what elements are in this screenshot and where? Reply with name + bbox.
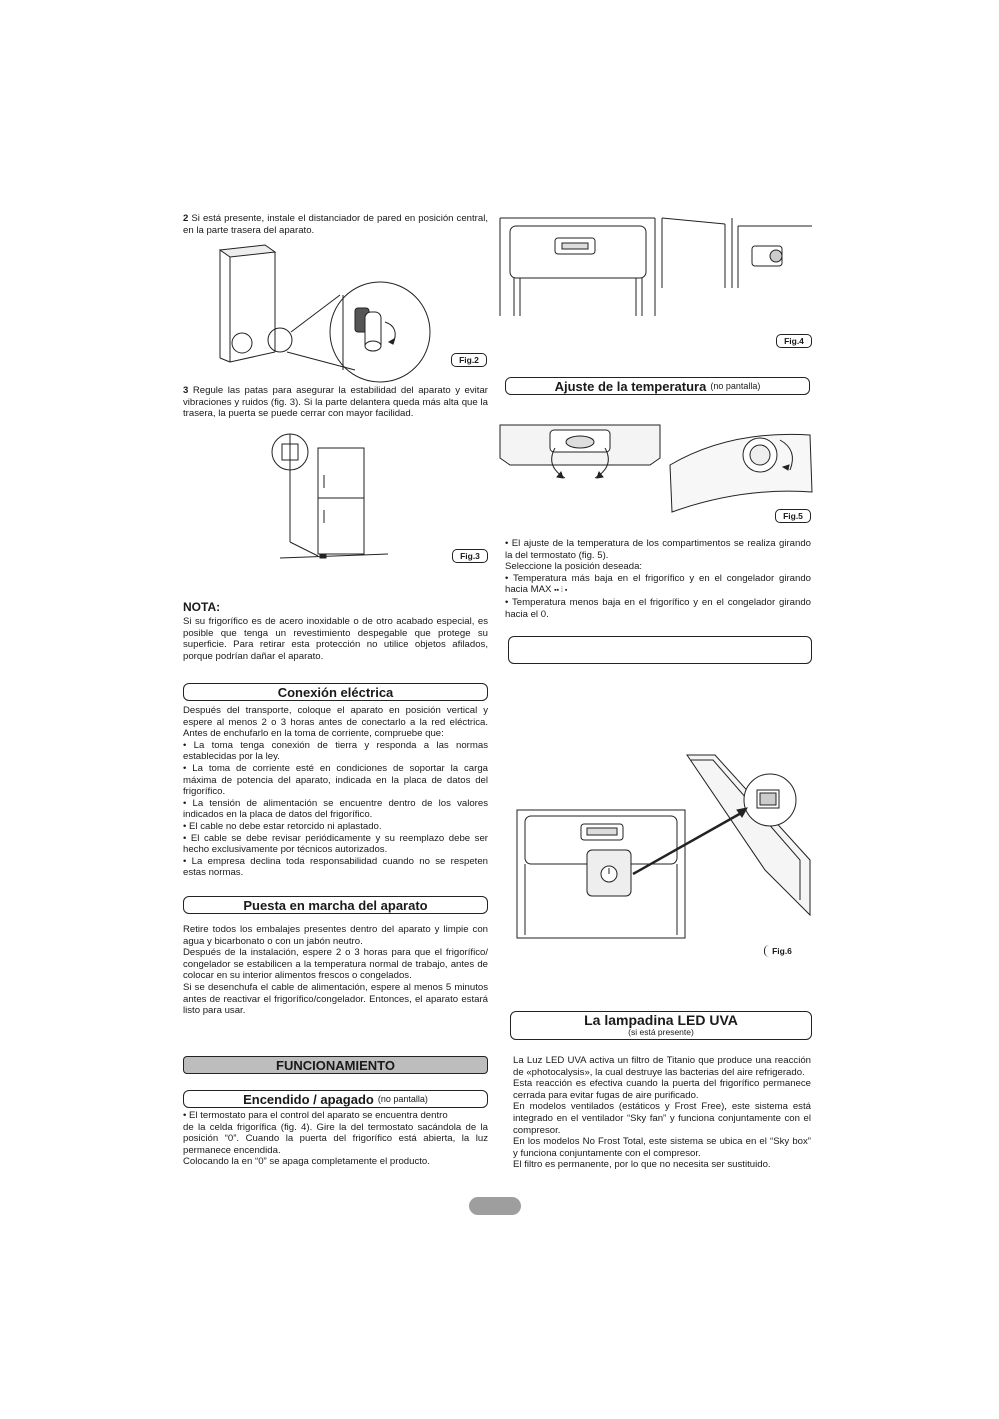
section-title: Ajuste de la temperatura: [554, 378, 707, 394]
fig5-illustration: [500, 420, 812, 510]
conexion-item: • La empresa declina toda responsabilidad cuando no se respeten estas normas.: [183, 855, 488, 879]
encendido-line: Colocando la en “0” se apaga completamente el producto.: [183, 1156, 430, 1168]
puesta-text: [183, 924, 488, 1017]
paragraph-2: [183, 213, 488, 236]
section-title: Puesta en marcha del aparato: [243, 897, 428, 913]
fig6-illustration: [515, 750, 810, 940]
note-text: Si su frigorífico es de acero inoxidable o de otro acabado especial, es posible que tenga un revestimiento despegable que protege su superficie. Para retirar esta protección no utilice objetos afilados, porque podrían dañar el aparato.: [183, 616, 488, 662]
fig5-label: Fig.5: [775, 509, 811, 523]
led-paragraph: La Luz LED UVA activa un filtro de Titanio que produce una reacción de «photocalysis», la cual destruye las bacterias del aire refrigerado.: [513, 1055, 811, 1078]
section-puesta-en-marcha: [183, 896, 488, 914]
fig4-label: Fig.4: [776, 334, 812, 348]
encendido-line: • El termostato para el control del aparato se encuentra dentro: [183, 1110, 448, 1121]
led-subtitle: (si está presente): [628, 1027, 694, 1037]
section-note: (no pantalla): [377, 1094, 428, 1104]
conexion-text: [183, 705, 488, 879]
step-number: 3: [183, 385, 189, 396]
paragraph-3: [183, 385, 488, 420]
empty-section-box: [508, 636, 812, 664]
puesta-paragraph: Después de la instalación, espere 2 o 3 horas para que el frigorífico/ congelador se estabilicen a la temperatura normal de trabajo, antes de colocar en su interior alimentos frescos o congelados.: [183, 947, 488, 982]
led-paragraph: En los modelos No Frost Total, este sistema se ubica en el “Sky box” y funciona conjuntamente con el compresor.: [513, 1136, 811, 1159]
section-title: FUNCIONAMIENTO: [276, 1057, 395, 1073]
fig2-illustration: [215, 240, 435, 375]
section-note: (no pantalla): [710, 381, 761, 391]
section-title: Conexión eléctrica: [277, 684, 394, 700]
led-paragraph: Esta reacción es efectiva cuando la puerta del frigorífico permanece cerrada para evitar fugas de aire purificado.: [513, 1078, 811, 1101]
conexion-item: • El cable no debe estar retorcido ni aplastado.: [183, 820, 382, 832]
fig3-illustration: [270, 430, 400, 565]
conexion-intro: Después del transporte, coloque el aparato en posición vertical y espere al menos 2 o 3 horas antes de conectarlo a la red eléctrica. Antes de enchufarlo en la toma de corriente, compruebe que:: [183, 705, 488, 740]
max-symbol: ▪▪ ⁞ ▪: [554, 587, 568, 595]
section-title: Encendido / apagado: [243, 1091, 374, 1107]
section-funcionamiento: [183, 1056, 488, 1074]
encendido-text: [183, 1110, 488, 1168]
fig3-label: Fig.3: [452, 549, 488, 563]
led-paragraph: En modelos ventilados (estáticos y Frost Free), este sistema está integrado en el ventilador “Sky fan” y funciona conjuntamente con el compresor.: [513, 1101, 811, 1136]
section-encendido-apagado: [183, 1090, 488, 1108]
fig2-label: Fig.2: [451, 353, 487, 367]
puesta-paragraph: Si se desenchufa el cable de alimentación, espere al menos 5 minutos antes de reactivar el frigorífico/congelador. Entonces, el aparato estará listo para usar.: [183, 981, 488, 1017]
section-ajuste-temperatura: [505, 377, 810, 395]
step-text: Regule las patas para asegurar la estabilidad del aparato y evitar vibraciones y ruidos (fig. 3). Si la parte delantera queda más alta que la trasera, la puerta se puede cerrar con mayor facilidad.: [183, 385, 488, 420]
led-title: La lampadina LED UVA: [584, 1012, 738, 1028]
led-text: [513, 1055, 811, 1171]
conexion-item: • El cable se debe revisar periódicamente y su reemplazo debe ser hecho exclusivamente por técnicos autorizados.: [183, 832, 488, 856]
fig6-label: Fig.6: [764, 945, 799, 957]
conexion-item: • La tensión de alimentación se encuentre dentro de los valores indicados en la placa de datos del frigorífico.: [183, 797, 488, 821]
step-number: 2: [183, 213, 189, 224]
puesta-paragraph: Retire todos los embalajes presentes dentro del aparato y limpie con agua y bicarbonato o con un jabón neutro.: [183, 924, 488, 947]
note-title: NOTA:: [183, 600, 221, 614]
ajuste-line: • Temperatura más baja en el frigorífico y en el congelador girando hacia MAX: [505, 572, 811, 596]
section-conexion-electrica: [183, 683, 488, 701]
conexion-item: • La toma de corriente esté en condiciones de soportar la carga máxima de potencia del aparato, indicada en la placa de datos del frigorífico.: [183, 762, 488, 798]
step-text: Si está presente, instale el distanciador de pared en posición central, en la parte trasera del aparato.: [183, 213, 488, 236]
section-led-uva: [510, 1011, 812, 1040]
conexion-item: • La toma tenga conexión de tierra y responda a las normas establecidas por la ley.: [183, 739, 488, 763]
fig4-illustration: [500, 216, 812, 316]
ajuste-line: • Temperatura menos baja en el frigorífico y en el congelador girando hacia el 0.: [505, 596, 811, 620]
encendido-line: de la celda frigorífica (fig. 4). Gire la del termostato sacándola de la posición “0”. Cuando la puerta del frigorífico está abierta, la luz permanece encendida.: [183, 1121, 488, 1156]
led-paragraph: El filtro es permanente, por lo que no necesita ser sustituido.: [513, 1159, 771, 1171]
ajuste-text: [505, 538, 811, 620]
page-number-pill: [469, 1197, 521, 1215]
ajuste-line: • El ajuste de la temperatura de los compartimentos se realiza girando la del termostato (fig. 5).: [505, 538, 811, 561]
ajuste-line: Seleccione la posición deseada:: [505, 561, 643, 573]
